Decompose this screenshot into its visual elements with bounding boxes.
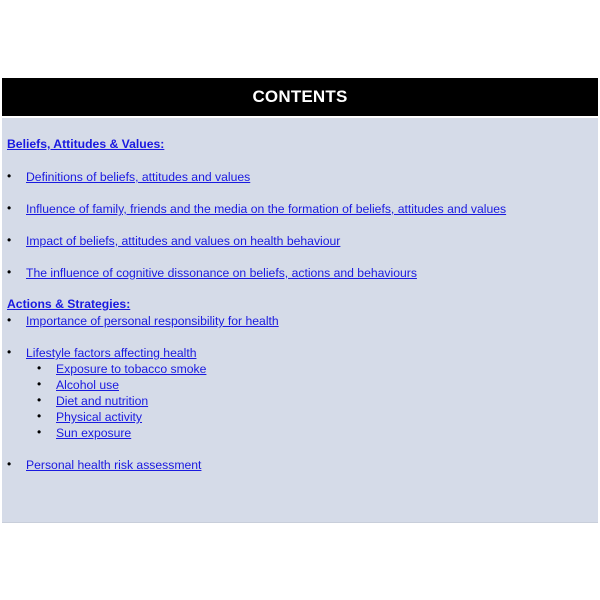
bullet-icon: •: [37, 361, 42, 375]
link-definitions[interactable]: Definitions of beliefs, attitudes and values: [26, 170, 251, 184]
bullet-icon: •: [7, 313, 12, 327]
bullet-icon: •: [7, 169, 12, 183]
bullet-icon: •: [37, 393, 42, 407]
contents-list: [2, 78, 598, 522]
link-sun-exposure[interactable]: Sun exposure: [56, 426, 132, 440]
link-tobacco-smoke[interactable]: Exposure to tobacco smoke: [56, 362, 207, 376]
bullet-icon: •: [7, 265, 12, 279]
bullet-icon: •: [7, 201, 12, 215]
link-physical-activity[interactable]: Physical activity: [56, 410, 143, 424]
link-impact-health-behaviour[interactable]: Impact of beliefs, attitudes and values on health behaviour: [26, 234, 341, 248]
link-cognitive-dissonance[interactable]: The influence of cognitive dissonance on beliefs, actions and behaviours: [26, 266, 417, 280]
section-heading-actions[interactable]: Actions & Strategies:: [7, 297, 131, 311]
bullet-icon: •: [37, 425, 42, 439]
section-heading-beliefs[interactable]: Beliefs, Attitudes & Values:: [7, 137, 165, 151]
link-personal-responsibility[interactable]: Importance of personal responsibility for health: [26, 314, 279, 328]
contents-slide: [2, 78, 598, 523]
bullet-icon: •: [7, 457, 12, 471]
link-health-risk-assessment[interactable]: Personal health risk assessment: [26, 458, 202, 472]
page-title: CONTENTS: [252, 87, 348, 106]
link-influence-family-media[interactable]: Influence of family, friends and the media on the formation of beliefs, attitudes and values: [26, 202, 507, 216]
link-alcohol-use[interactable]: Alcohol use: [56, 378, 120, 392]
bullet-icon: •: [7, 233, 12, 247]
bullet-icon: •: [7, 345, 12, 359]
link-lifestyle-factors[interactable]: Lifestyle factors affecting health: [26, 346, 197, 360]
link-diet-nutrition[interactable]: Diet and nutrition: [56, 394, 149, 408]
bullet-icon: •: [37, 409, 42, 423]
bullet-icon: •: [37, 377, 42, 391]
